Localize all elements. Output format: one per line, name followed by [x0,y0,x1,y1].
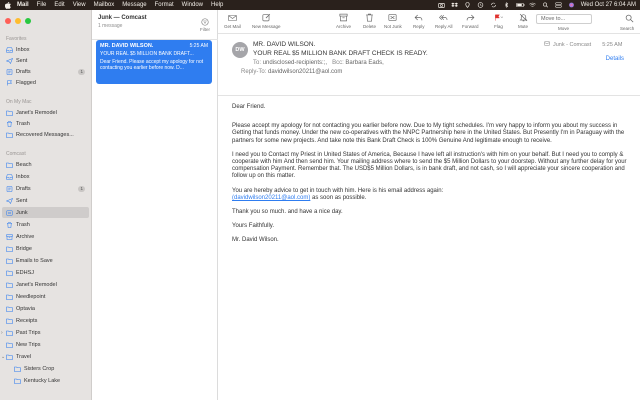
mailbox-title: Junk — Comcast [98,15,147,21]
inbox-icon [6,174,13,180]
reply-all-button[interactable] [435,13,453,29]
sidebar-item-label: Recovered Messages... [16,131,74,138]
folder-icon [14,366,21,372]
folder-icon [6,306,13,312]
details-link[interactable]: Details [605,56,624,62]
body-paragraph [232,188,628,202]
search-caption: Search [620,26,635,31]
unread-badge: 1 [80,185,83,191]
sidebar-item-favorites-flagged[interactable] [2,77,89,88]
sidebar [0,10,92,400]
body-paragraph: Yours Faithfully. [232,223,275,230]
location-icon[interactable] [464,2,471,8]
message-preview: Dear Friend. Please accept my apology for not contacting you earlier before now. D... [100,59,204,71]
message-subject: YOUR REAL $5 MILLION BANK DRAFT... [100,51,194,57]
message-sender: MR. DAVID WILSON. [100,43,154,49]
move-caption: Move [558,26,570,31]
sidebar-item-label: Receipts [16,317,38,324]
delete-label: Delete [363,24,377,29]
move-to-field[interactable]: Move to... [536,14,592,24]
menu-help[interactable]: Help [211,2,224,8]
search-icon [625,14,634,25]
body-text: as soon as possible. [312,194,367,201]
mail-window [0,10,640,400]
sidebar-item-label: Flagged [16,79,36,86]
envelope-icon [228,13,237,22]
folder-icon [6,110,13,116]
menu-message[interactable]: Message [122,2,147,8]
menu-mail[interactable]: Mail [17,2,29,8]
folder-icon [6,330,13,336]
trash-icon [365,13,374,22]
sidebar-item-drafts[interactable] [2,183,89,194]
sidebar-item-edhsj[interactable] [2,267,89,278]
sidebar-item-optavia[interactable] [2,303,89,314]
reply-to-label: Reply-To: [241,69,267,75]
list-item[interactable] [96,40,212,84]
chevron-down-icon[interactable]: ⌄ [1,353,6,360]
sidebar-item-sent[interactable] [2,195,89,206]
sidebar-item-label: Junk [16,209,28,216]
sidebar-item-label: Past Trips [16,329,41,336]
sidebar-item-label: Drafts [16,68,31,75]
sidebar-item-label: Trash [16,221,30,228]
not-junk-icon [388,13,397,22]
sidebar-item-needlepoint[interactable] [2,291,89,302]
folder-icon [6,132,13,138]
sidebar-item-label: Needlepoint [16,293,46,300]
header-subject: YOUR REAL $5 MILLION BANK DRAFT CHECK IS READY. [253,50,428,57]
folder-icon [6,246,13,252]
folder-icon [6,258,13,264]
header-recipients [253,60,384,66]
sidebar-item-kentucky-lake[interactable] [2,375,89,386]
sidebar-item-favorites-drafts[interactable] [2,66,89,77]
folder-icon [6,162,13,168]
menu-format[interactable]: Format [154,2,174,8]
bcc-value[interactable]: Barbara Eads, [345,60,384,66]
sidebar-item-label: Beach [16,161,32,168]
get-mail-label: Get Mail [224,24,241,29]
sidebar-item-label: Travel [16,353,32,360]
zoom-button[interactable] [25,18,31,24]
sidebar-item-label: Janet's Remodel [16,281,57,288]
drafts-icon [6,186,13,192]
window-controls [5,18,31,24]
menu-bar [0,0,640,10]
email-link[interactable]: (davidwilson20211@aol.com) [232,194,311,201]
search-button[interactable] [624,14,634,24]
sidebar-item-mac-recovered[interactable] [2,129,89,140]
sidebar-item-receipts[interactable] [2,315,89,326]
reply-label: Reply [413,24,425,29]
sidebar-item-archive[interactable] [2,231,89,242]
folder-icon [6,318,13,324]
junk-icon [6,210,13,216]
header-mailbox [544,41,622,48]
menu-file[interactable]: File [36,2,47,8]
filter-label: Filter [200,27,210,32]
reply-icon [414,13,423,22]
folder-icon [6,354,13,360]
body-paragraph: I need you to Contact my Priest in United States of America, Because I have left all instruction's with him on your behalf. But I need you to comply & cooperate with him And then send him. Your mailing address where to send the $5 Million Dollars to your doorstep. Without any further delay for your compensation Payment. Remember that. The USD$5 Million Dollars, is in bank draft, and not cash, so I will appreciate your sincere cooperation and follow up on this matter. [232,151,627,180]
folder-icon [6,342,13,348]
sidebar-item-mac-trash[interactable] [2,118,89,129]
message-header [218,36,640,96]
mute-label: Mute [518,24,529,29]
sidebar-item-label: EDHSJ [16,269,35,276]
to-label: To: [253,60,262,66]
inbox-icon [6,47,13,53]
bcc-label: Bcc: [332,60,344,66]
get-mail-button[interactable] [224,13,241,29]
reply-button[interactable] [413,13,425,29]
not-junk-button[interactable] [384,13,402,29]
new-message-label: New Message [252,24,281,29]
body-paragraph: Thank you so much. and have a nice day. [232,209,343,216]
menu-mailbox[interactable]: Mailbox [93,2,115,8]
menu-window[interactable]: Window [181,2,203,8]
sidebar-item-travel[interactable] [2,351,89,362]
not-junk-label: Not Junk [384,24,402,29]
to-value[interactable]: undisclosed-recipients:;, [262,60,328,66]
folder-icon [14,378,21,384]
forward-button[interactable] [462,13,479,29]
menu-view[interactable]: View [72,2,86,8]
favorites-section-title: Favorites [6,36,27,42]
body-signature: Mr. David Wilson. [232,237,279,244]
sidebar-item-label: Janet's Remodel [16,109,57,116]
sync-icon[interactable] [490,2,497,8]
header-reply-to [241,69,342,75]
unread-badge: 1 [80,68,83,74]
reply-all-icon [439,13,448,22]
sidebar-item-label: Kentucky Lake [24,377,61,384]
filter-icon [201,18,209,27]
message-body [232,104,628,252]
sidebar-item-favorites-sent[interactable] [2,55,89,66]
sent-icon [6,58,13,64]
folder-icon [6,294,13,300]
header-from[interactable]: MR. DAVID WILSON. [253,41,316,48]
sidebar-item-junk[interactable] [2,207,89,218]
sidebar-item-inbox[interactable] [2,171,89,182]
menubar-clock[interactable]: Wed Oct 27 6:04 AM [580,2,636,8]
comcast-section-title: Comcast [6,151,26,157]
sidebar-item-janets-remodel[interactable] [2,279,89,290]
sidebar-item-label: Emails to Save [16,257,53,264]
trash-icon [6,121,13,127]
sidebar-item-label: Sent [16,57,28,64]
sidebar-item-label: Inbox [16,46,30,53]
archive-button[interactable] [336,13,351,29]
forward-label: Forward [462,24,479,29]
clock-icon[interactable] [477,2,484,8]
close-button[interactable] [5,18,11,24]
folder-icon [6,270,13,276]
onmymac-section-title: On My Mac [6,99,32,105]
sidebar-item-mac-janets-remodel[interactable] [2,107,89,118]
compose-icon [262,13,271,22]
flag-icon [494,13,503,22]
apple-icon[interactable] [4,1,12,9]
control-center-icon[interactable] [555,2,562,8]
sidebar-item-label: Sent [16,197,28,204]
sidebar-item-trash[interactable] [2,219,89,230]
message-time: 5:25 AM [189,43,208,49]
sidebar-item-beach[interactable] [2,159,89,170]
mute-button[interactable] [518,13,528,29]
archive-icon [339,13,348,22]
camera-icon[interactable] [438,2,445,8]
filter-button[interactable] [200,18,210,32]
menu-edit[interactable]: Edit [54,2,65,8]
status-area [438,0,636,10]
header-time: 5:25 AM [602,41,623,48]
flag-label: Flag [494,24,503,29]
spotlight-icon[interactable] [542,2,549,8]
message-list [92,10,218,400]
siri-icon[interactable] [568,2,575,8]
mailbox-name: Junk - Comcast [553,41,592,48]
sidebar-item-sisters-crop[interactable] [2,363,89,374]
archive-icon [6,234,13,240]
chevron-right-icon[interactable]: › [1,329,3,336]
message-list-header [92,10,218,40]
minimize-button[interactable] [15,18,21,24]
sidebar-item-label: Sisters Crop [24,365,55,372]
dropbox-icon[interactable] [451,2,458,8]
body-paragraph: Please accept my apology for not contacting you earlier before now. Due to My tight schedules. I'm very happy to inform you about my success in Getting that funds money. Under the new co-operatives with the NNPC Partnership here in the United States. But Presently I'm in Paraguay with the partners for some new projects. And take note this Bank Draft Check is 100% Genuine And legitimate enough to receive. [232,123,625,144]
sidebar-item-label: Optavia [16,305,35,312]
flag-button[interactable] [494,13,503,29]
forward-icon [466,13,475,22]
sidebar-item-label: Inbox [16,173,30,180]
sidebar-item-past-trips[interactable] [2,327,89,338]
wifi-icon[interactable] [529,2,536,8]
folder-icon [6,282,13,288]
sidebar-item-new-trips[interactable] [2,339,89,350]
mute-bell-icon [519,13,528,22]
sidebar-item-label: Trash [16,120,30,127]
avatar: DW [232,42,248,58]
body-greeting: Dear Friend. [232,104,266,110]
message-count: 1 message [98,23,123,29]
sidebar-item-label: Archive [16,233,35,240]
archive-label: Archive [336,24,352,29]
sidebar-item-favorites-inbox[interactable] [2,44,89,55]
sidebar-item-bridge[interactable] [2,243,89,254]
trash-icon [6,222,13,228]
bluetooth-icon[interactable] [503,2,510,8]
reply-to-value[interactable]: davidwilson20211@aol.com [268,69,343,75]
reply-all-label: Reply All [435,24,453,29]
sidebar-item-label: Drafts [16,185,31,192]
sidebar-item-label: New Trips [16,341,41,348]
flag-icon [6,80,13,86]
body-text: You are hereby advice to get in touch with him. Here is his email address again: [232,187,444,194]
sidebar-item-label: Bridge [16,245,32,252]
message-pane [218,10,640,400]
sidebar-item-emails-to-save[interactable] [2,255,89,266]
mailbox-icon [544,41,550,48]
delete-button[interactable] [363,13,376,29]
battery-icon[interactable] [516,2,523,8]
new-message-button[interactable] [252,13,281,29]
sent-icon [6,198,13,204]
drafts-icon [6,69,13,75]
toolbar [218,10,640,34]
